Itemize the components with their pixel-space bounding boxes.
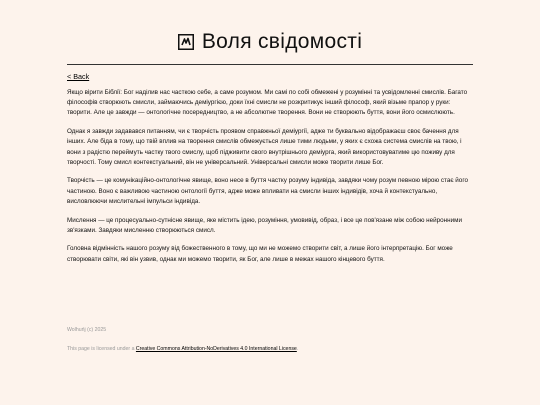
square-logo-icon bbox=[178, 34, 194, 50]
page-footer bbox=[67, 327, 473, 352]
paragraph: Творчість — це комунікаційно-онтологічне явище, воно несе в буття частку розуму індивіда, завдяки чому розум певною мірою стає його частиною. Воно є важливою частиною онтології буття, адже може впливати на смисли інших індивідів, хоча й контекстуально, висловлюючи мислительні імпульси індивіда. bbox=[67, 177, 468, 205]
site-title: Воля свідомості bbox=[201, 30, 363, 53]
paragraph: Однак я завжди задавався питанням, чи є творчість проявом справжньої деміургії, адже ти буквально відображаєш своє бачення для інших. Але біда в тому, що твій вплив на творення смислів обмежується лише тими людьми, у яких є схожа система смислів на твою, і вони з радістю переймуть частку твого смислу, щоб підживити свого внутрішнього деміурга, який використовуватиме цю поживу для творчості. Тому смисл контекстуальний, він не універсальний. Універсальні смисли може творити лише Бог. bbox=[67, 128, 462, 166]
copyright-text: Wolhuńj (c) 2025 bbox=[67, 327, 107, 333]
license-line bbox=[67, 346, 473, 352]
license-suffix: . bbox=[296, 346, 299, 352]
paragraph: Мислення — це процесуально-сутнісне явище, яке містить ідею, розуміння, умовивід, образ, і все це пов'язане між собою нейронними зв'язками. Завдяки мисленню створюються смисл. bbox=[67, 216, 462, 234]
back-link[interactable]: < Back bbox=[67, 72, 90, 81]
license-link[interactable]: Creative Commons Attribution-NoDerivatives 4.0 International License bbox=[135, 346, 297, 352]
license-prefix: This page is licensed under a bbox=[67, 346, 136, 352]
article-body bbox=[67, 88, 473, 273]
paragraph: Якщо вірити Біблії: Бог надiлив нас часткою себе, а саме розумом. Ми самі по собі обмежені у розумінні та усвідомленні смислів. Багато філософів створюють смисли, займаючись деміургією, доки їхні смисли не розкритикує інший філософ, який візьме прапор у руки: творити. Але це завжди — онтологічне посередництво, а не абсолютне творення. Вони не створюють буття, вони його осмислюють. bbox=[67, 89, 468, 117]
paragraph: Головна відмінність нашого розуму від божественного в тому, що ми не можемо створити світ, а лише його інтерпретацію. Бог може створювати світи, які він узвив, однак ми можемо творити, як Бог, але лише в межах нашого кінцевого буття. bbox=[67, 245, 453, 263]
site-header bbox=[0, 30, 540, 54]
header-divider bbox=[67, 64, 473, 65]
